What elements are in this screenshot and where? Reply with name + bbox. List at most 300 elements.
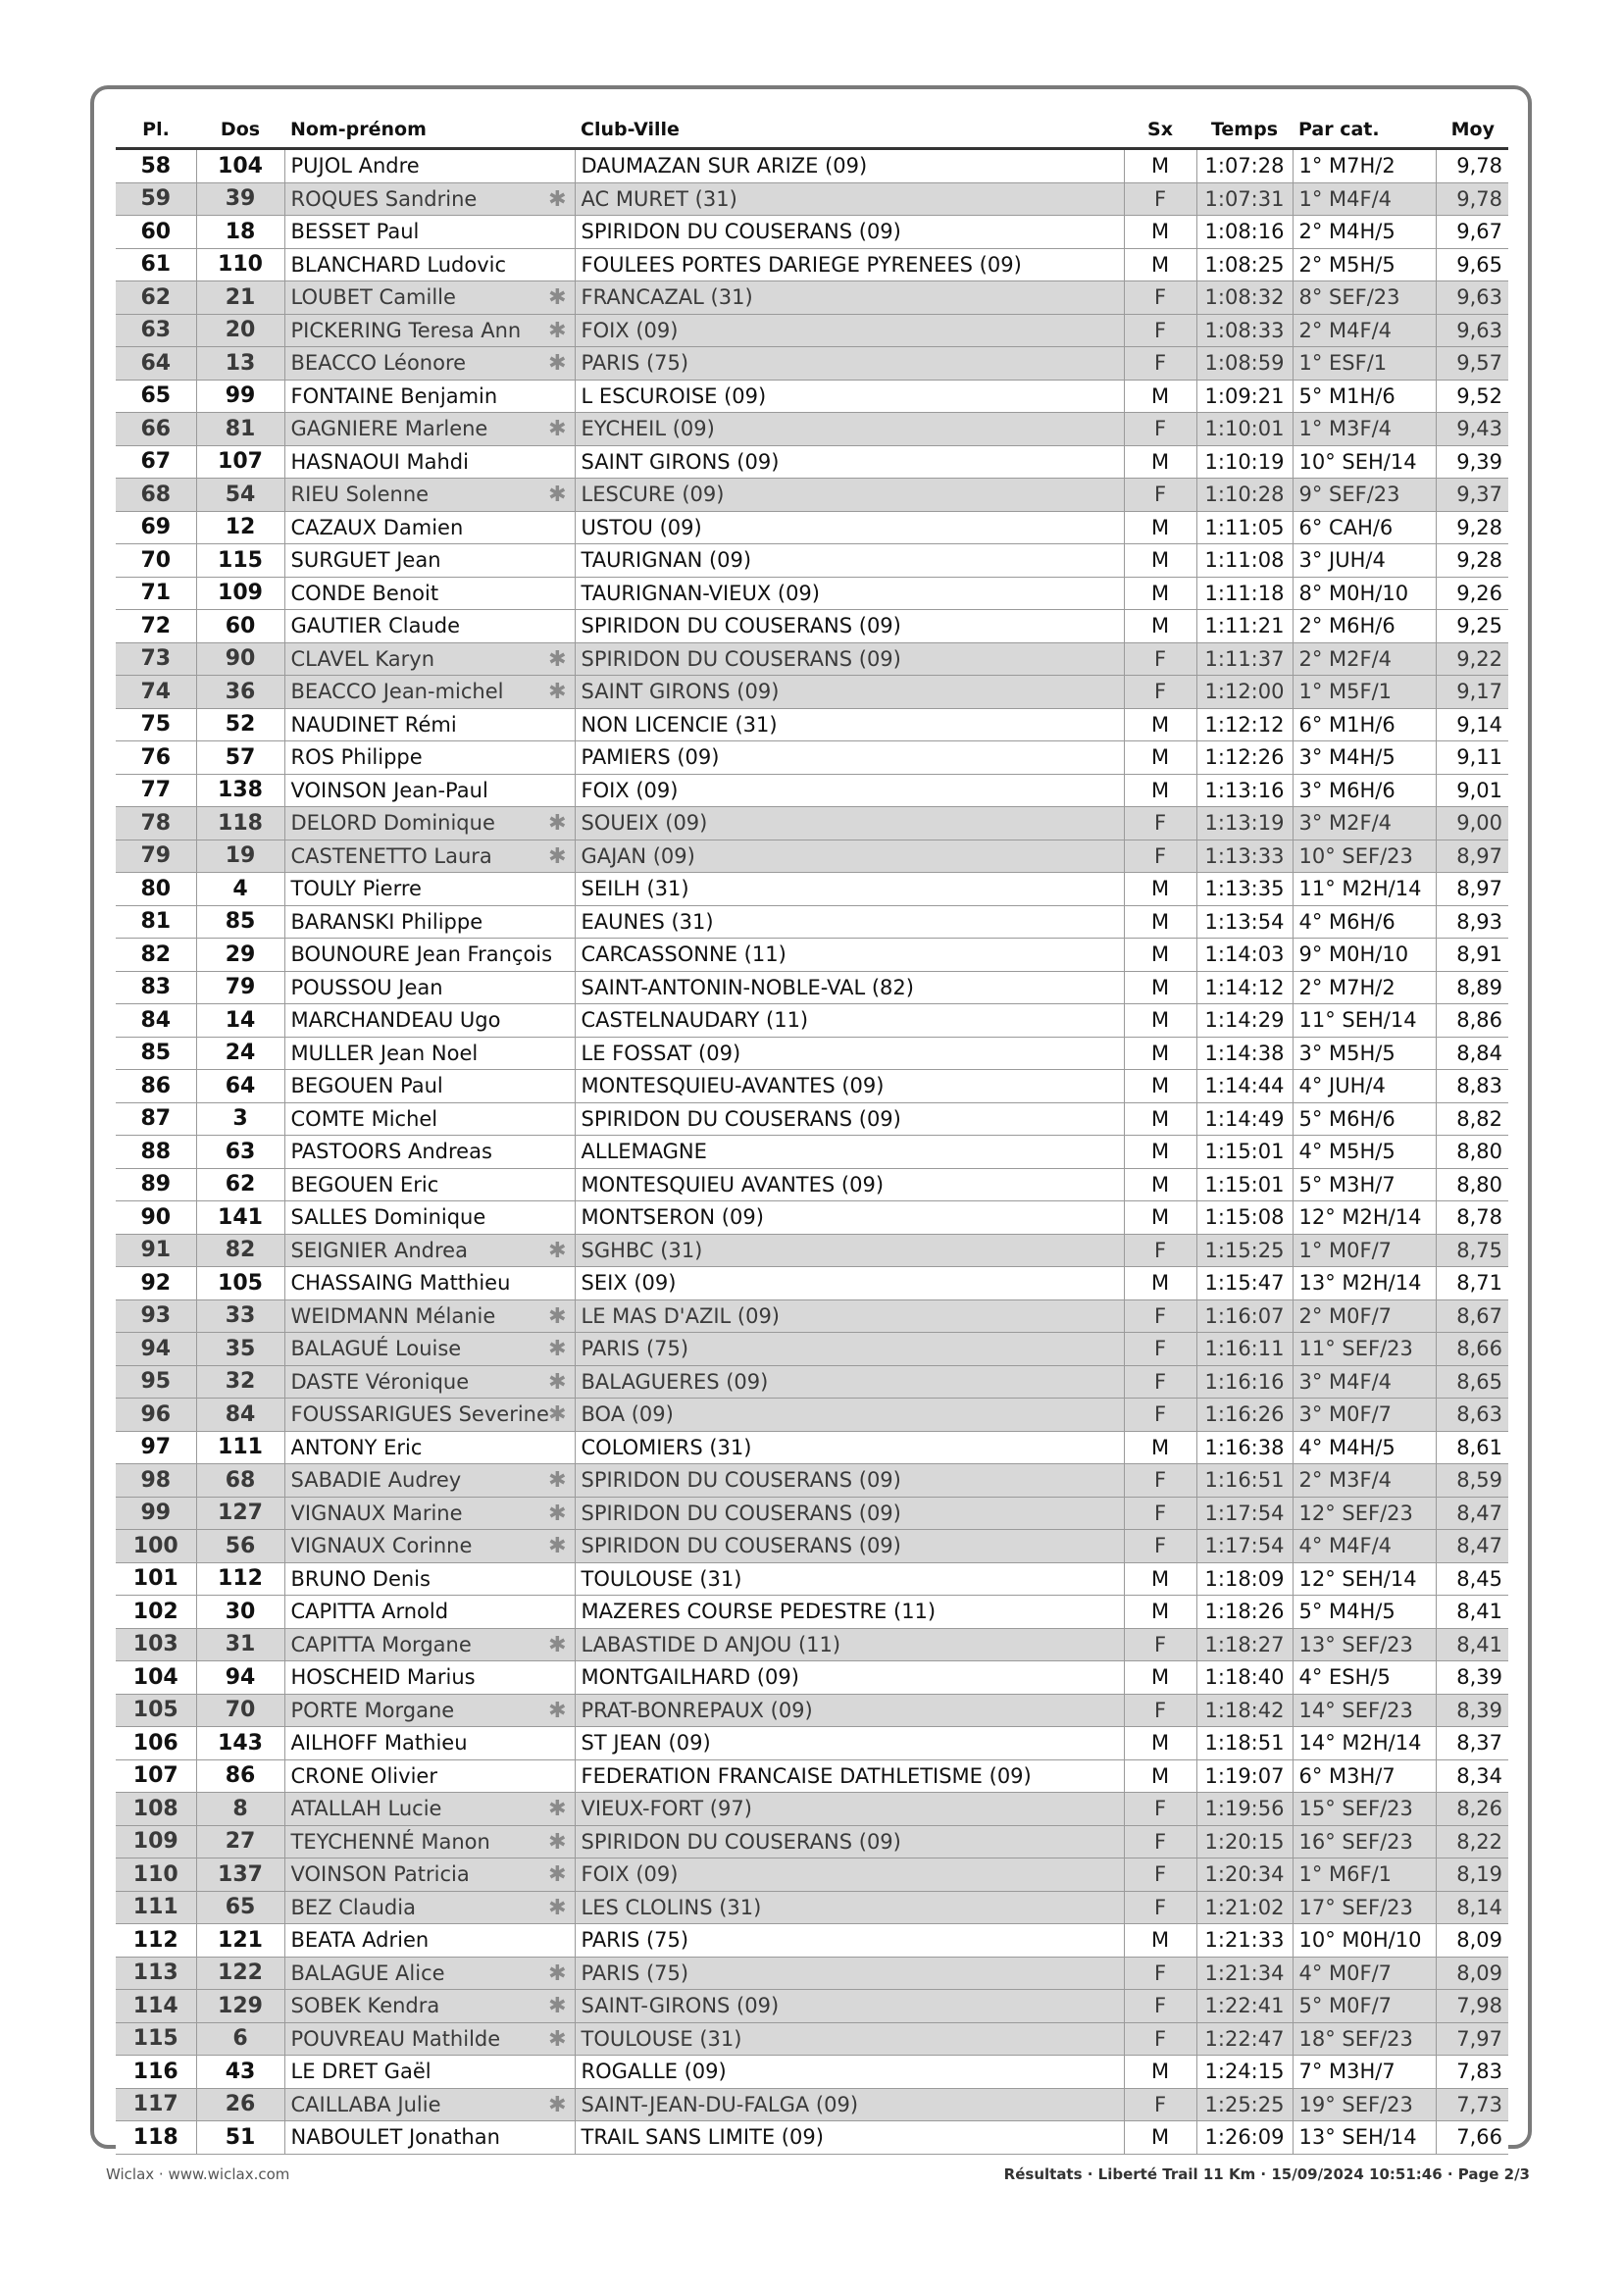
cell-name: BLANCHARD Ludovic <box>284 248 575 281</box>
table-row <box>116 1661 1508 1695</box>
cell-temps: 1:17:54 <box>1196 1497 1293 1530</box>
cell-sx: M <box>1124 774 1196 807</box>
table-row <box>116 1497 1508 1530</box>
cell-pl: 78 <box>116 807 196 840</box>
table-row <box>116 1037 1508 1070</box>
table-row <box>116 1596 1508 1629</box>
cell-pl: 88 <box>116 1136 196 1169</box>
cell-sx: F <box>1124 347 1196 381</box>
cell-pl: 104 <box>116 1661 196 1695</box>
footer-page-info: Résultats · Liberté Trail 11 Km · 15/09/2024 10:51:46 · Page 2/3 <box>1003 2165 1530 2183</box>
cell-cat: 14° SEF/23 <box>1293 1694 1436 1727</box>
cell-sx: M <box>1124 1201 1196 1235</box>
female-marker-icon: ✱ <box>548 285 567 310</box>
cell-cat: 2° M3F/4 <box>1293 1464 1436 1498</box>
cell-temps: 1:15:01 <box>1196 1168 1293 1201</box>
cell-moy: 9,78 <box>1436 182 1508 216</box>
cell-club: TAURIGNAN (09) <box>575 544 1124 578</box>
cell-pl: 77 <box>116 774 196 807</box>
cell-club: MONTESQUIEU-AVANTES (09) <box>575 1070 1124 1103</box>
cell-cat: 17° SEF/23 <box>1293 1891 1436 1924</box>
female-marker-icon: ✱ <box>548 1337 567 1361</box>
cell-temps: 1:14:44 <box>1196 1070 1293 1103</box>
cell-cat: 4° M4F/4 <box>1293 1530 1436 1563</box>
cell-cat: 1° M3F/4 <box>1293 413 1436 446</box>
cell-dos: 14 <box>196 1004 284 1038</box>
female-marker-icon: ✱ <box>548 1895 567 1920</box>
cell-club: SGHBC (31) <box>575 1234 1124 1267</box>
table-row <box>116 2088 1508 2121</box>
cell-moy: 8,39 <box>1436 1694 1508 1727</box>
cell-moy: 8,75 <box>1436 1234 1508 1267</box>
table-row <box>116 1858 1508 1892</box>
cell-cat: 13° SEH/14 <box>1293 2121 1436 2155</box>
cell-cat: 8° M0H/10 <box>1293 577 1436 610</box>
cell-dos: 33 <box>196 1299 284 1333</box>
cell-club: MONTGAILHARD (09) <box>575 1661 1124 1695</box>
cell-dos: 60 <box>196 610 284 643</box>
cell-club: FOIX (09) <box>575 774 1124 807</box>
cell-pl: 64 <box>116 347 196 381</box>
cell-sx: F <box>1124 1793 1196 1826</box>
cell-moy: 8,91 <box>1436 939 1508 972</box>
cell-pl: 81 <box>116 905 196 939</box>
table-row <box>116 248 1508 281</box>
cell-pl: 60 <box>116 216 196 249</box>
cell-moy: 8,39 <box>1436 1661 1508 1695</box>
cell-pl: 71 <box>116 577 196 610</box>
cell-club: LE FOSSAT (09) <box>575 1037 1124 1070</box>
cell-club: MONTESQUIEU AVANTES (09) <box>575 1168 1124 1201</box>
table-row <box>116 380 1508 413</box>
cell-pl: 90 <box>116 1201 196 1235</box>
cell-club: LE MAS D'AZIL (09) <box>575 1299 1124 1333</box>
cell-cat: 4° M0F/7 <box>1293 1957 1436 1990</box>
cell-temps: 1:10:28 <box>1196 479 1293 512</box>
table-row <box>116 971 1508 1004</box>
cell-cat: 11° SEH/14 <box>1293 1004 1436 1038</box>
cell-moy: 7,66 <box>1436 2121 1508 2155</box>
cell-club: LESCURE (09) <box>575 479 1124 512</box>
cell-pl: 97 <box>116 1431 196 1464</box>
cell-sx: F <box>1124 1858 1196 1892</box>
table-row <box>116 2121 1508 2155</box>
cell-name: MULLER Jean Noel <box>284 1037 575 1070</box>
cell-name: GAUTIER Claude <box>284 610 575 643</box>
cell-dos: 122 <box>196 1957 284 1990</box>
female-marker-icon: ✱ <box>548 1698 567 1723</box>
cell-moy: 8,14 <box>1436 1891 1508 1924</box>
cell-club: ROGALLE (09) <box>575 2056 1124 2089</box>
cell-club: VIEUX-FORT (97) <box>575 1793 1124 1826</box>
cell-club: SEILH (31) <box>575 873 1124 906</box>
cell-name: VIGNAUX Marine ✱ <box>284 1497 575 1530</box>
cell-dos: 24 <box>196 1037 284 1070</box>
cell-cat: 2° M4H/5 <box>1293 216 1436 249</box>
cell-dos: 110 <box>196 248 284 281</box>
cell-temps: 1:15:47 <box>1196 1267 1293 1300</box>
cell-sx: F <box>1124 1628 1196 1661</box>
cell-temps: 1:22:41 <box>1196 1990 1293 2023</box>
cell-moy: 8,86 <box>1436 1004 1508 1038</box>
cell-name: DELORD Dominique ✱ <box>284 807 575 840</box>
cell-club: L ESCUROISE (09) <box>575 380 1124 413</box>
cell-sx: M <box>1124 577 1196 610</box>
cell-dos: 54 <box>196 479 284 512</box>
table-row <box>116 1004 1508 1038</box>
cell-temps: 1:14:49 <box>1196 1102 1293 1136</box>
cell-name: BEATA Adrien <box>284 1924 575 1958</box>
cell-cat: 6° M3H/7 <box>1293 1759 1436 1793</box>
cell-sx: M <box>1124 873 1196 906</box>
cell-club: PARIS (75) <box>575 347 1124 381</box>
cell-name: FOUSSARIGUES Severine ✱ <box>284 1399 575 1432</box>
female-marker-icon: ✱ <box>548 646 567 672</box>
cell-cat: 12° SEF/23 <box>1293 1497 1436 1530</box>
cell-temps: 1:14:12 <box>1196 971 1293 1004</box>
cell-moy: 8,63 <box>1436 1399 1508 1432</box>
cell-name: AILHOFF Mathieu <box>284 1727 575 1760</box>
table-row <box>116 1628 1508 1661</box>
cell-temps: 1:13:35 <box>1196 873 1293 906</box>
cell-dos: 118 <box>196 807 284 840</box>
cell-dos: 19 <box>196 840 284 873</box>
cell-club: SAINT-JEAN-DU-FALGA (09) <box>575 2088 1124 2121</box>
col-header-temps: Temps <box>1196 112 1293 149</box>
col-header-moy: Moy <box>1436 112 1508 149</box>
cell-temps: 1:16:16 <box>1196 1365 1293 1399</box>
cell-temps: 1:10:01 <box>1196 413 1293 446</box>
female-marker-icon: ✱ <box>548 1369 567 1395</box>
cell-dos: 18 <box>196 216 284 249</box>
cell-dos: 62 <box>196 1168 284 1201</box>
cell-pl: 114 <box>116 1990 196 2023</box>
cell-name: BALAGUE Alice ✱ <box>284 1957 575 1990</box>
cell-temps: 1:10:19 <box>1196 445 1293 479</box>
col-header-club: Club-Ville <box>575 112 1124 149</box>
cell-cat: 4° M6H/6 <box>1293 905 1436 939</box>
cell-dos: 111 <box>196 1431 284 1464</box>
cell-moy: 8,78 <box>1436 1201 1508 1235</box>
cell-moy: 9,63 <box>1436 314 1508 347</box>
cell-pl: 101 <box>116 1562 196 1596</box>
female-marker-icon: ✱ <box>548 1797 567 1821</box>
cell-temps: 1:21:33 <box>1196 1924 1293 1958</box>
table-row <box>116 2022 1508 2056</box>
cell-name: LE DRET Gaël <box>284 2056 575 2089</box>
table-row <box>116 1168 1508 1201</box>
cell-club: LES CLOLINS (31) <box>575 1891 1124 1924</box>
cell-pl: 108 <box>116 1793 196 1826</box>
table-row <box>116 1365 1508 1399</box>
cell-name: BOUNOURE Jean François <box>284 939 575 972</box>
cell-moy: 7,73 <box>1436 2088 1508 2121</box>
cell-dos: 51 <box>196 2121 284 2155</box>
female-marker-icon: ✱ <box>548 417 567 441</box>
cell-temps: 1:21:34 <box>1196 1957 1293 1990</box>
cell-moy: 7,83 <box>1436 2056 1508 2089</box>
cell-club: FRANCAZAL (31) <box>575 281 1124 315</box>
cell-dos: 8 <box>196 1793 284 1826</box>
cell-sx: M <box>1124 544 1196 578</box>
cell-cat: 2° M5H/5 <box>1293 248 1436 281</box>
cell-cat: 11° SEF/23 <box>1293 1333 1436 1366</box>
table-row <box>116 1464 1508 1498</box>
cell-moy: 9,01 <box>1436 774 1508 807</box>
cell-name: RIEU Solenne ✱ <box>284 479 575 512</box>
cell-temps: 1:14:29 <box>1196 1004 1293 1038</box>
results-table <box>116 112 1508 2155</box>
cell-club: FOULEES PORTES DARIEGE PYRENEES (09) <box>575 248 1124 281</box>
cell-moy: 9,57 <box>1436 347 1508 381</box>
cell-cat: 1° M0F/7 <box>1293 1234 1436 1267</box>
cell-pl: 62 <box>116 281 196 315</box>
table-row <box>116 544 1508 578</box>
cell-temps: 1:08:16 <box>1196 216 1293 249</box>
cell-sx: M <box>1124 610 1196 643</box>
col-header-pl: Pl. <box>116 112 196 149</box>
cell-pl: 94 <box>116 1333 196 1366</box>
cell-dos: 13 <box>196 347 284 381</box>
cell-dos: 138 <box>196 774 284 807</box>
female-marker-icon: ✱ <box>548 680 567 704</box>
cell-sx: F <box>1124 182 1196 216</box>
cell-pl: 96 <box>116 1399 196 1432</box>
cell-name: DASTE Véronique ✱ <box>284 1365 575 1399</box>
cell-pl: 116 <box>116 2056 196 2089</box>
cell-moy: 8,84 <box>1436 1037 1508 1070</box>
cell-moy: 9,28 <box>1436 544 1508 578</box>
cell-club: SPIRIDON DU COUSERANS (09) <box>575 216 1124 249</box>
cell-sx: F <box>1124 1365 1196 1399</box>
cell-cat: 2° M4F/4 <box>1293 314 1436 347</box>
table-row <box>116 182 1508 216</box>
cell-cat: 3° M6H/6 <box>1293 774 1436 807</box>
cell-moy: 8,22 <box>1436 1825 1508 1858</box>
cell-sx: M <box>1124 1102 1196 1136</box>
cell-temps: 1:11:18 <box>1196 577 1293 610</box>
cell-sx: M <box>1124 708 1196 741</box>
cell-pl: 113 <box>116 1957 196 1990</box>
cell-temps: 1:08:33 <box>1196 314 1293 347</box>
cell-moy: 9,39 <box>1436 445 1508 479</box>
table-row <box>116 1825 1508 1858</box>
cell-cat: 5° M1H/6 <box>1293 380 1436 413</box>
cell-cat: 1° M4F/4 <box>1293 182 1436 216</box>
cell-dos: 3 <box>196 1102 284 1136</box>
cell-cat: 2° M2F/4 <box>1293 642 1436 676</box>
cell-cat: 12° SEH/14 <box>1293 1562 1436 1596</box>
cell-pl: 63 <box>116 314 196 347</box>
cell-moy: 8,59 <box>1436 1464 1508 1498</box>
cell-dos: 29 <box>196 939 284 972</box>
cell-name: ROS Philippe <box>284 741 575 775</box>
cell-cat: 10° SEF/23 <box>1293 840 1436 873</box>
cell-dos: 121 <box>196 1924 284 1958</box>
cell-club: NON LICENCIE (31) <box>575 708 1124 741</box>
cell-moy: 9,67 <box>1436 216 1508 249</box>
cell-club: SEIX (09) <box>575 1267 1124 1300</box>
cell-sx: M <box>1124 1070 1196 1103</box>
cell-pl: 102 <box>116 1596 196 1629</box>
cell-sx: F <box>1124 413 1196 446</box>
cell-sx: M <box>1124 511 1196 544</box>
cell-cat: 11° M2H/14 <box>1293 873 1436 906</box>
cell-sx: M <box>1124 1136 1196 1169</box>
cell-dos: 64 <box>196 1070 284 1103</box>
cell-cat: 1° M5F/1 <box>1293 676 1436 709</box>
cell-pl: 110 <box>116 1858 196 1892</box>
cell-moy: 8,47 <box>1436 1497 1508 1530</box>
cell-pl: 112 <box>116 1924 196 1958</box>
cell-temps: 1:24:15 <box>1196 2056 1293 2089</box>
cell-pl: 103 <box>116 1628 196 1661</box>
cell-club: SOUEIX (09) <box>575 807 1124 840</box>
cell-pl: 74 <box>116 676 196 709</box>
table-row <box>116 741 1508 775</box>
cell-temps: 1:18:26 <box>1196 1596 1293 1629</box>
cell-club: CASTELNAUDARY (11) <box>575 1004 1124 1038</box>
cell-club: TOULOUSE (31) <box>575 1562 1124 1596</box>
cell-moy: 9,28 <box>1436 511 1508 544</box>
cell-moy: 7,97 <box>1436 2022 1508 2056</box>
cell-moy: 8,37 <box>1436 1727 1508 1760</box>
cell-temps: 1:19:56 <box>1196 1793 1293 1826</box>
table-row <box>116 807 1508 840</box>
cell-pl: 107 <box>116 1759 196 1793</box>
cell-temps: 1:16:07 <box>1196 1299 1293 1333</box>
table-row <box>116 1793 1508 1826</box>
cell-club: AC MURET (31) <box>575 182 1124 216</box>
cell-cat: 3° M5H/5 <box>1293 1037 1436 1070</box>
cell-dos: 85 <box>196 905 284 939</box>
header-row <box>116 112 1508 149</box>
cell-pl: 118 <box>116 2121 196 2155</box>
cell-moy: 8,41 <box>1436 1596 1508 1629</box>
cell-dos: 107 <box>196 445 284 479</box>
cell-name: CASTENETTO Laura ✱ <box>284 840 575 873</box>
cell-name: CLAVEL Karyn ✱ <box>284 642 575 676</box>
cell-pl: 91 <box>116 1234 196 1267</box>
cell-name: PUJOL Andre <box>284 149 575 183</box>
cell-temps: 1:20:34 <box>1196 1858 1293 1892</box>
table-row <box>116 511 1508 544</box>
cell-dos: 86 <box>196 1759 284 1793</box>
cell-sx: M <box>1124 2121 1196 2155</box>
cell-pl: 65 <box>116 380 196 413</box>
table-row <box>116 149 1508 183</box>
cell-club: FEDERATION FRANCAISE DATHLETISME (09) <box>575 1759 1124 1793</box>
table-row <box>116 1070 1508 1103</box>
cell-cat: 5° M4H/5 <box>1293 1596 1436 1629</box>
cell-club: PARIS (75) <box>575 1924 1124 1958</box>
cell-temps: 1:18:42 <box>1196 1694 1293 1727</box>
cell-dos: 127 <box>196 1497 284 1530</box>
cell-name: VIGNAUX Corinne ✱ <box>284 1530 575 1563</box>
cell-moy: 8,19 <box>1436 1858 1508 1892</box>
cell-club: EYCHEIL (09) <box>575 413 1124 446</box>
cell-pl: 76 <box>116 741 196 775</box>
cell-temps: 1:22:47 <box>1196 2022 1293 2056</box>
table-row <box>116 1399 1508 1432</box>
cell-temps: 1:16:11 <box>1196 1333 1293 1366</box>
cell-temps: 1:12:12 <box>1196 708 1293 741</box>
female-marker-icon: ✱ <box>548 1468 567 1493</box>
cell-dos: 52 <box>196 708 284 741</box>
cell-pl: 89 <box>116 1168 196 1201</box>
table-row <box>116 577 1508 610</box>
cell-name: VOINSON Jean-Paul <box>284 774 575 807</box>
cell-dos: 143 <box>196 1727 284 1760</box>
cell-sx: M <box>1124 1562 1196 1596</box>
table-row <box>116 2056 1508 2089</box>
cell-name: FONTAINE Benjamin <box>284 380 575 413</box>
cell-cat: 1° M6F/1 <box>1293 1858 1436 1892</box>
cell-sx: F <box>1124 281 1196 315</box>
cell-pl: 111 <box>116 1891 196 1924</box>
cell-name: TOULY Pierre <box>284 873 575 906</box>
table-row <box>116 281 1508 315</box>
cell-name: WEIDMANN Mélanie ✱ <box>284 1299 575 1333</box>
cell-dos: 129 <box>196 1990 284 2023</box>
cell-club: TRAIL SANS LIMITE (09) <box>575 2121 1124 2155</box>
table-row <box>116 610 1508 643</box>
cell-sx: F <box>1124 840 1196 873</box>
cell-moy: 8,89 <box>1436 971 1508 1004</box>
cell-moy: 9,00 <box>1436 807 1508 840</box>
table-row <box>116 1267 1508 1300</box>
cell-sx: F <box>1124 1399 1196 1432</box>
cell-dos: 57 <box>196 741 284 775</box>
cell-cat: 3° M4H/5 <box>1293 741 1436 775</box>
cell-pl: 92 <box>116 1267 196 1300</box>
cell-temps: 1:18:27 <box>1196 1628 1293 1661</box>
cell-pl: 86 <box>116 1070 196 1103</box>
cell-name: SURGUET Jean <box>284 544 575 578</box>
cell-sx: F <box>1124 642 1196 676</box>
cell-club: CARCASSONNE (11) <box>575 939 1124 972</box>
col-header-cat: Par cat. <box>1293 112 1436 149</box>
cell-club: SPIRIDON DU COUSERANS (09) <box>575 1464 1124 1498</box>
cell-name: PICKERING Teresa Ann ✱ <box>284 314 575 347</box>
cell-moy: 9,11 <box>1436 741 1508 775</box>
cell-name: BEZ Claudia ✱ <box>284 1891 575 1924</box>
cell-moy: 9,65 <box>1436 248 1508 281</box>
cell-pl: 67 <box>116 445 196 479</box>
table-row <box>116 1530 1508 1563</box>
cell-dos: 82 <box>196 1234 284 1267</box>
cell-dos: 105 <box>196 1267 284 1300</box>
cell-moy: 9,52 <box>1436 380 1508 413</box>
cell-sx: M <box>1124 445 1196 479</box>
cell-dos: 90 <box>196 642 284 676</box>
cell-dos: 36 <box>196 676 284 709</box>
cell-pl: 109 <box>116 1825 196 1858</box>
cell-pl: 84 <box>116 1004 196 1038</box>
cell-temps: 1:14:38 <box>1196 1037 1293 1070</box>
cell-cat: 14° M2H/14 <box>1293 1727 1436 1760</box>
cell-name: ANTONY Eric <box>284 1431 575 1464</box>
cell-name: BEACCO Jean-michel ✱ <box>284 676 575 709</box>
cell-temps: 1:16:51 <box>1196 1464 1293 1498</box>
cell-moy: 8,67 <box>1436 1299 1508 1333</box>
cell-name: SOBEK Kendra ✱ <box>284 1990 575 2023</box>
cell-moy: 8,09 <box>1436 1957 1508 1990</box>
cell-club: SAINT GIRONS (09) <box>575 445 1124 479</box>
cell-sx: F <box>1124 2088 1196 2121</box>
cell-moy: 8,65 <box>1436 1365 1508 1399</box>
cell-moy: 9,17 <box>1436 676 1508 709</box>
